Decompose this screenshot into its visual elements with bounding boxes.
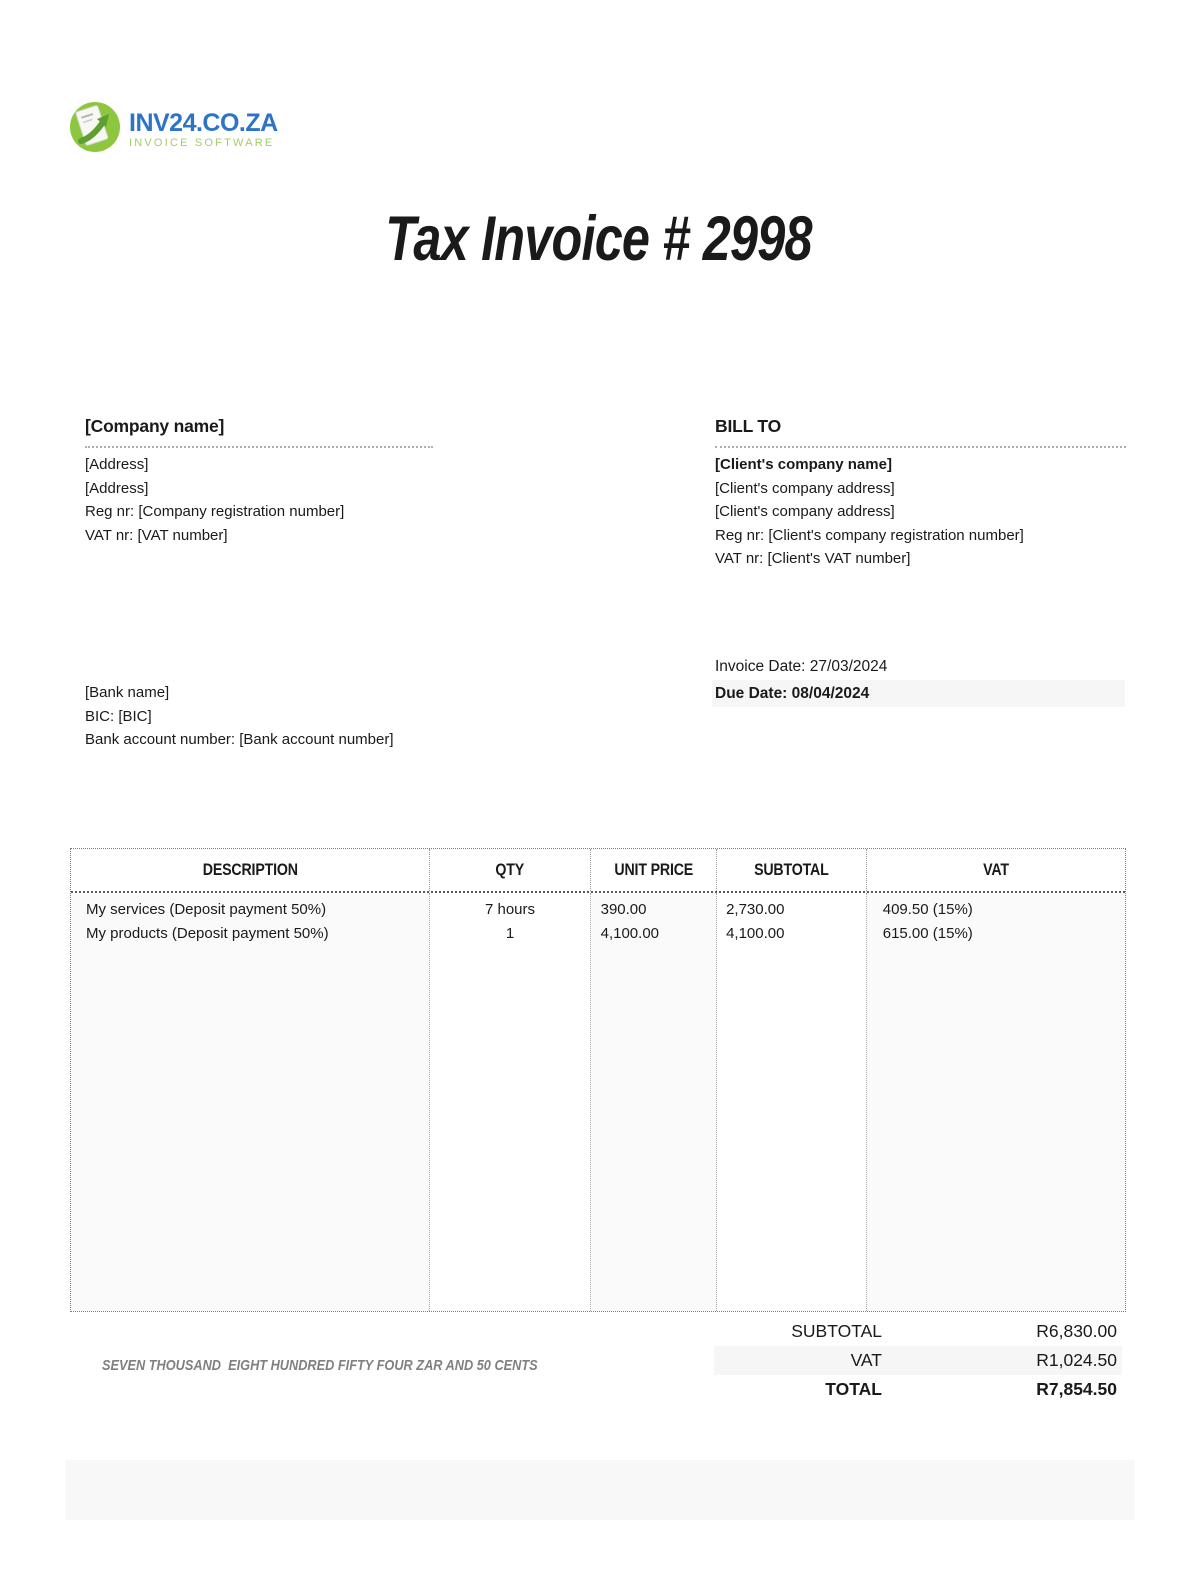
items-table-header	[71, 849, 1125, 893]
column-unit-price	[591, 893, 717, 1311]
total-row	[714, 1375, 1122, 1404]
total-value: R7,854.50	[1036, 1379, 1117, 1399]
item-description: My products (Deposit payment 50%)	[86, 924, 329, 942]
item-vat: 615.00 (15%)	[882, 924, 973, 942]
column-qty	[430, 893, 590, 1311]
item-vat: 409.50 (15%)	[882, 901, 973, 918]
header-unit-price: UNIT PRICE	[591, 849, 717, 891]
invoice-date-value: 27/03/2024	[809, 658, 888, 675]
client-address-line: [Client's company address]	[715, 479, 895, 497]
bill-to-lines	[715, 448, 1126, 571]
item-qty: 7 hours	[484, 901, 536, 918]
invoice-title-text: Tax Invoice # 2998	[385, 204, 812, 274]
company-block	[85, 416, 433, 547]
item-qty: 1	[505, 924, 515, 942]
bank-block	[85, 681, 505, 752]
subtotal-label: SUBTOTAL	[791, 1321, 882, 1341]
logo-brand: INV24.CO.ZA	[129, 108, 278, 137]
due-date-label: Due Date:	[715, 685, 792, 702]
header-description: DESCRIPTION	[71, 849, 430, 891]
client-name: [Client's company name]	[715, 456, 892, 473]
bill-to-heading: BILL TO	[715, 416, 1126, 448]
company-address-line: [Address]	[85, 479, 149, 497]
due-date-value: 08/04/2024	[791, 685, 870, 702]
company-vat-line: VAT nr: [VAT number]	[85, 526, 228, 544]
footer-notes-area	[65, 1460, 1135, 1520]
items-table	[70, 848, 1126, 1312]
client-reg-line: Reg nr: [Client's company registration number]	[715, 526, 1024, 544]
company-name: [Company name]	[85, 416, 433, 448]
bank-name-line: [Bank name]	[85, 684, 170, 701]
item-subtotal: 4,100.00	[726, 924, 785, 942]
amount-in-words: SEVEN THOUSAND EIGHT HUNDRED FIFTY FOUR ZAR AND 50 CENTS	[101, 1357, 538, 1374]
client-vat-line: VAT nr: [Client's VAT number]	[715, 550, 911, 567]
column-subtotal	[717, 893, 867, 1311]
column-vat	[867, 893, 1125, 1311]
items-table-body	[71, 893, 1125, 1311]
totals-block	[714, 1317, 1122, 1404]
item-unit-price: 4,100.00	[600, 924, 659, 942]
subtotal-value: R6,830.00	[1036, 1321, 1117, 1341]
bill-to-block	[715, 416, 1126, 571]
header-subtotal: SUBTOTAL	[717, 849, 867, 891]
company-lines	[85, 448, 433, 547]
due-date-line	[712, 680, 1125, 707]
invoice-arrow-icon	[68, 100, 122, 159]
invoice-title	[0, 200, 1197, 278]
vat-label: VAT	[850, 1350, 882, 1370]
bank-account-line: Bank account number: [Bank account number]	[85, 731, 394, 748]
vat-value: R1,024.50	[1036, 1350, 1117, 1370]
item-description: My services (Deposit payment 50%)	[86, 901, 327, 918]
total-label: TOTAL	[825, 1379, 882, 1399]
header-qty: QTY	[430, 849, 590, 891]
dates-block	[712, 653, 1125, 707]
invoice-date-label: Invoice Date:	[715, 658, 810, 675]
header-vat: VAT	[982, 860, 1009, 879]
app-logo	[68, 100, 278, 159]
item-subtotal: 2,730.00	[726, 901, 785, 918]
subtotal-row	[714, 1317, 1122, 1346]
bank-bic-line: BIC: [BIC]	[85, 707, 152, 725]
logo-text	[129, 110, 278, 150]
item-unit-price: 390.00	[600, 901, 647, 918]
column-description	[71, 893, 430, 1311]
invoice-date-line	[712, 653, 1125, 680]
vat-row	[714, 1346, 1122, 1375]
company-address-line: [Address]	[85, 456, 149, 473]
client-address-line: [Client's company address]	[715, 503, 895, 520]
logo-tagline: INVOICE SOFTWARE	[129, 136, 275, 149]
company-reg-line: Reg nr: [Company registration number]	[85, 503, 345, 520]
